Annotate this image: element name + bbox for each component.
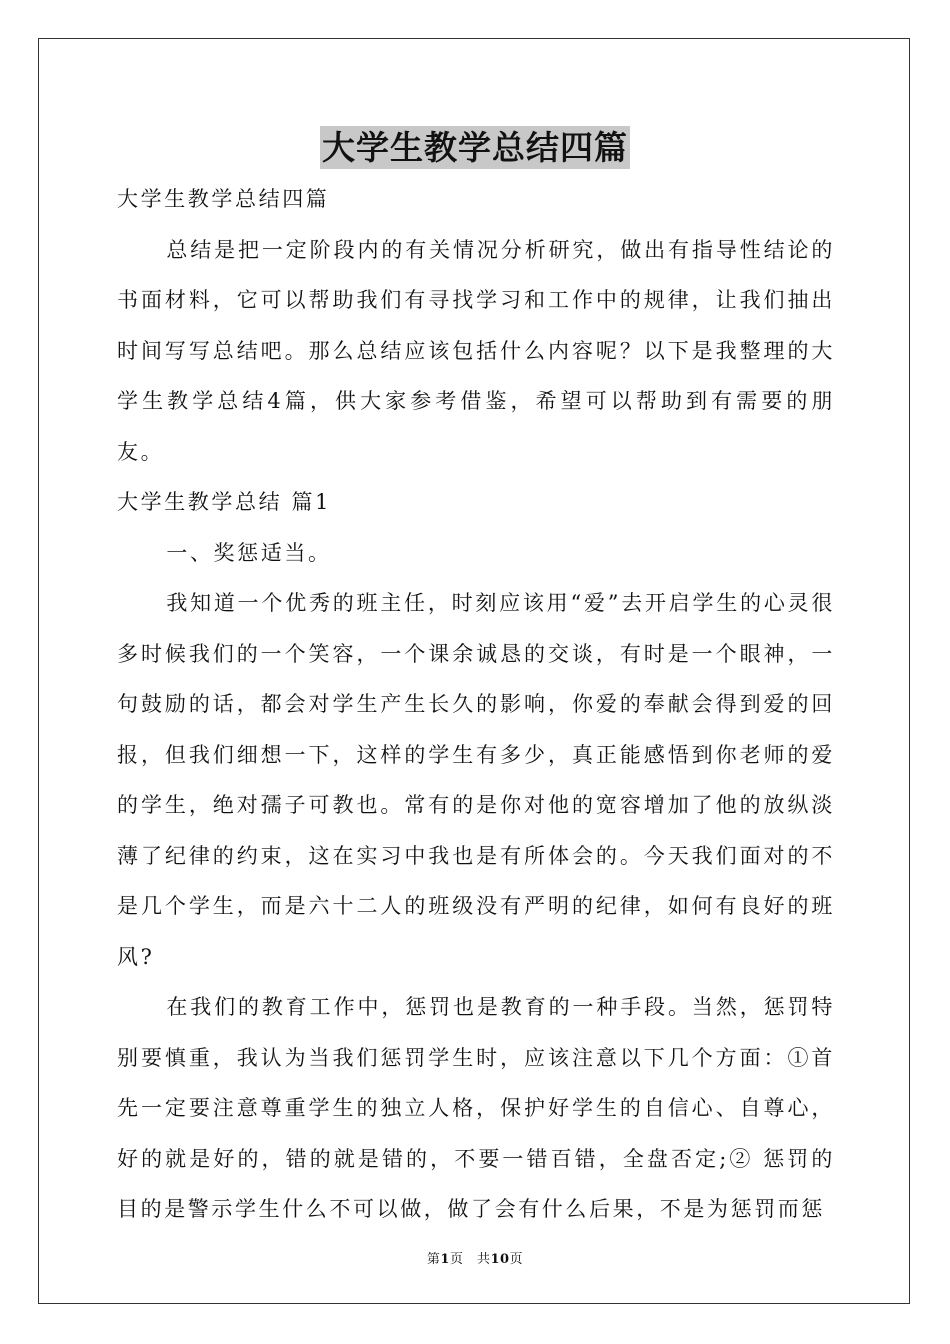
body-paragraph: 我知道一个优秀的班主任，时刻应该用“爱”去开启学生的心灵很多时候我们的一个笑容，一个课余诚恳的交谈，有时是一个眼神，一句鼓励的话，都会对学生产生长久的影响，你爱的奉献会得到爱的回报，但我们细想一下，这样的学生有多少，真正能感悟到你老师的爱的学生，绝对孺子可教也。常有的是你对他的宽容增加了他的放纵淡薄了纪律的约束，这在实习中我也是有所体会的。今天我们面对的不是几个学生，而是六十二人的班级没有严明的纪律，如何有良好的班风? <box>117 591 835 969</box>
page-footer <box>0 1248 950 1267</box>
footer-page-number: 1 <box>440 1252 450 1267</box>
footer-page-suffix: 页 <box>509 1252 524 1267</box>
point-heading: 一、奖惩适当。 <box>166 540 332 565</box>
document-body <box>117 174 835 1235</box>
document-title <box>0 124 950 172</box>
footer-page-prefix: 第 <box>426 1252 441 1267</box>
body-paragraph: 在我们的教育工作中，惩罚也是教育的一种手段。当然，惩罚特别要慎重，我认为当我们惩罚学生时，应该注意以下几个方面：①首先一定要注意尊重学生的独立人格，保护好学生的自信心、自尊心，好的就是好的，错的就是错的，不要一错百错，全盘否定;② 惩罚的目的是警示学生什么不可以做，做了会有什么后果，不是为惩罚而惩 <box>117 995 835 1221</box>
footer-page-mid: 页 共 <box>449 1252 491 1267</box>
intro-paragraph: 总结是把一定阶段内的有关情况分析研究，做出有指导性结论的书面材料，它可以帮助我们有寻找学习和工作中的规律，让我们抽出时间写写总结吧。那么总结应该包括什么内容呢？以下是我整理的大学生教学总结4篇，供大家参考借鉴，希望可以帮助到有需要的朋友。 <box>117 237 835 464</box>
document-title-text: 大学生教学总结四篇 <box>322 128 628 167</box>
subtitle: 大学生教学总结四篇 <box>117 187 330 211</box>
section-heading: 大学生教学总结 篇1 <box>117 490 332 514</box>
footer-total-pages: 10 <box>490 1252 510 1267</box>
